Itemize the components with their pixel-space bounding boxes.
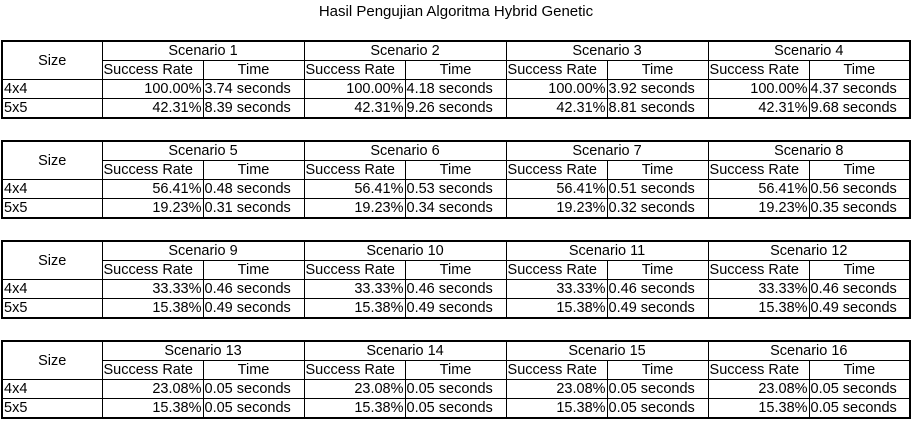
success-rate-header: Success Rate — [506, 261, 607, 280]
time-cell: 0.05 seconds — [203, 380, 304, 399]
success-rate-cell: 56.41% — [708, 180, 809, 199]
time-cell: 0.05 seconds — [405, 399, 506, 419]
time-header: Time — [203, 361, 304, 380]
scenario-header: Scenario 9 — [102, 241, 304, 261]
success-rate-header: Success Rate — [304, 261, 405, 280]
size-cell: 4x4 — [2, 80, 102, 99]
success-rate-cell: 23.08% — [506, 380, 607, 399]
success-rate-cell: 19.23% — [304, 199, 405, 219]
results-table — [1, 340, 911, 419]
time-header: Time — [809, 61, 910, 80]
success-rate-cell: 100.00% — [304, 80, 405, 99]
size-header: Size — [2, 241, 102, 280]
time-cell: 0.35 seconds — [809, 199, 910, 219]
scenario-header: Scenario 4 — [708, 41, 910, 61]
size-cell: 5x5 — [2, 399, 102, 419]
scenario-header: Scenario 5 — [102, 141, 304, 161]
success-rate-cell: 15.38% — [304, 299, 405, 319]
table-row — [2, 99, 910, 119]
success-rate-cell: 33.33% — [102, 280, 203, 299]
success-rate-cell: 15.38% — [708, 299, 809, 319]
time-cell: 0.05 seconds — [203, 399, 304, 419]
time-cell: 0.46 seconds — [607, 280, 708, 299]
time-header: Time — [607, 261, 708, 280]
size-cell: 4x4 — [2, 280, 102, 299]
time-cell: 0.49 seconds — [405, 299, 506, 319]
success-rate-cell: 42.31% — [304, 99, 405, 119]
time-cell: 3.74 seconds — [203, 80, 304, 99]
scenario-header: Scenario 14 — [304, 341, 506, 361]
time-cell: 3.92 seconds — [607, 80, 708, 99]
time-header: Time — [203, 261, 304, 280]
time-header: Time — [405, 161, 506, 180]
time-cell: 0.05 seconds — [607, 399, 708, 419]
time-cell: 0.51 seconds — [607, 180, 708, 199]
scenario-header: Scenario 12 — [708, 241, 910, 261]
success-rate-header: Success Rate — [708, 361, 809, 380]
time-header: Time — [809, 161, 910, 180]
success-rate-cell: 42.31% — [102, 99, 203, 119]
time-cell: 0.05 seconds — [405, 380, 506, 399]
size-cell: 4x4 — [2, 180, 102, 199]
success-rate-header: Success Rate — [304, 361, 405, 380]
success-rate-cell: 56.41% — [102, 180, 203, 199]
success-rate-cell: 15.38% — [708, 399, 809, 419]
time-cell: 8.39 seconds — [203, 99, 304, 119]
time-cell: 9.68 seconds — [809, 99, 910, 119]
size-header: Size — [2, 41, 102, 80]
success-rate-cell: 56.41% — [304, 180, 405, 199]
success-rate-cell: 23.08% — [304, 380, 405, 399]
success-rate-header: Success Rate — [102, 361, 203, 380]
table-row — [2, 380, 910, 399]
time-header: Time — [405, 61, 506, 80]
table-header-row — [2, 241, 910, 261]
success-rate-cell: 15.38% — [506, 399, 607, 419]
time-cell: 0.56 seconds — [809, 180, 910, 199]
scenario-header: Scenario 10 — [304, 241, 506, 261]
time-cell: 8.81 seconds — [607, 99, 708, 119]
size-header: Size — [2, 341, 102, 380]
success-rate-cell: 33.33% — [304, 280, 405, 299]
time-header: Time — [809, 361, 910, 380]
success-rate-cell: 23.08% — [102, 380, 203, 399]
size-cell: 4x4 — [2, 380, 102, 399]
time-cell: 0.49 seconds — [203, 299, 304, 319]
time-cell: 4.18 seconds — [405, 80, 506, 99]
success-rate-cell: 23.08% — [708, 380, 809, 399]
scenario-header: Scenario 7 — [506, 141, 708, 161]
success-rate-header: Success Rate — [506, 161, 607, 180]
scenario-header: Scenario 11 — [506, 241, 708, 261]
size-cell: 5x5 — [2, 99, 102, 119]
size-cell: 5x5 — [2, 199, 102, 219]
success-rate-cell: 100.00% — [708, 80, 809, 99]
time-header: Time — [607, 161, 708, 180]
success-rate-cell: 42.31% — [708, 99, 809, 119]
success-rate-header: Success Rate — [708, 161, 809, 180]
time-header: Time — [405, 261, 506, 280]
page-title: Hasil Pengujian Algoritma Hybrid Genetic — [318, 3, 594, 20]
time-cell: 0.31 seconds — [203, 199, 304, 219]
success-rate-cell: 33.33% — [708, 280, 809, 299]
time-cell: 0.46 seconds — [203, 280, 304, 299]
time-cell: 0.05 seconds — [809, 380, 910, 399]
success-rate-header: Success Rate — [708, 261, 809, 280]
time-cell: 0.32 seconds — [607, 199, 708, 219]
table-row — [2, 180, 910, 199]
time-cell: 0.05 seconds — [607, 380, 708, 399]
table-header-row — [2, 41, 910, 61]
table-row — [2, 399, 910, 419]
success-rate-cell: 19.23% — [708, 199, 809, 219]
table-header-row — [2, 341, 910, 361]
time-cell: 0.49 seconds — [809, 299, 910, 319]
table-subheader-row — [2, 361, 910, 380]
success-rate-cell: 100.00% — [102, 80, 203, 99]
success-rate-cell: 19.23% — [102, 199, 203, 219]
scenario-header: Scenario 1 — [102, 41, 304, 61]
table-row — [2, 299, 910, 319]
time-cell: 0.34 seconds — [405, 199, 506, 219]
table-row — [2, 280, 910, 299]
time-cell: 0.46 seconds — [809, 280, 910, 299]
success-rate-cell: 56.41% — [506, 180, 607, 199]
time-cell: 0.46 seconds — [405, 280, 506, 299]
success-rate-header: Success Rate — [304, 161, 405, 180]
results-table — [1, 240, 911, 319]
time-cell: 0.48 seconds — [203, 180, 304, 199]
success-rate-header: Success Rate — [102, 161, 203, 180]
table-subheader-row — [2, 61, 910, 80]
success-rate-header: Success Rate — [102, 261, 203, 280]
table-header-row — [2, 141, 910, 161]
scenario-header: Scenario 2 — [304, 41, 506, 61]
time-cell: 4.37 seconds — [809, 80, 910, 99]
success-rate-cell: 15.38% — [102, 399, 203, 419]
success-rate-cell: 15.38% — [304, 399, 405, 419]
scenario-header: Scenario 6 — [304, 141, 506, 161]
time-cell: 0.05 seconds — [809, 399, 910, 419]
success-rate-cell: 100.00% — [506, 80, 607, 99]
size-header: Size — [2, 141, 102, 180]
time-cell: 9.26 seconds — [405, 99, 506, 119]
table-row — [2, 80, 910, 99]
scenario-header: Scenario 13 — [102, 341, 304, 361]
time-cell: 0.49 seconds — [607, 299, 708, 319]
time-cell: 0.53 seconds — [405, 180, 506, 199]
time-header: Time — [405, 361, 506, 380]
success-rate-header: Success Rate — [102, 61, 203, 80]
table-row — [2, 199, 910, 219]
success-rate-cell: 15.38% — [102, 299, 203, 319]
time-header: Time — [203, 161, 304, 180]
results-table — [1, 40, 911, 119]
time-header: Time — [607, 61, 708, 80]
success-rate-cell: 42.31% — [506, 99, 607, 119]
success-rate-cell: 33.33% — [506, 280, 607, 299]
time-header: Time — [809, 261, 910, 280]
success-rate-header: Success Rate — [506, 61, 607, 80]
success-rate-header: Success Rate — [506, 361, 607, 380]
scenario-header: Scenario 15 — [506, 341, 708, 361]
scenario-header: Scenario 8 — [708, 141, 910, 161]
success-rate-header: Success Rate — [304, 61, 405, 80]
table-subheader-row — [2, 161, 910, 180]
time-header: Time — [203, 61, 304, 80]
scenario-header: Scenario 3 — [506, 41, 708, 61]
time-header: Time — [607, 361, 708, 380]
scenario-header: Scenario 16 — [708, 341, 910, 361]
table-subheader-row — [2, 261, 910, 280]
success-rate-cell: 19.23% — [506, 199, 607, 219]
results-table — [1, 140, 911, 219]
success-rate-header: Success Rate — [708, 61, 809, 80]
success-rate-cell: 15.38% — [506, 299, 607, 319]
size-cell: 5x5 — [2, 299, 102, 319]
